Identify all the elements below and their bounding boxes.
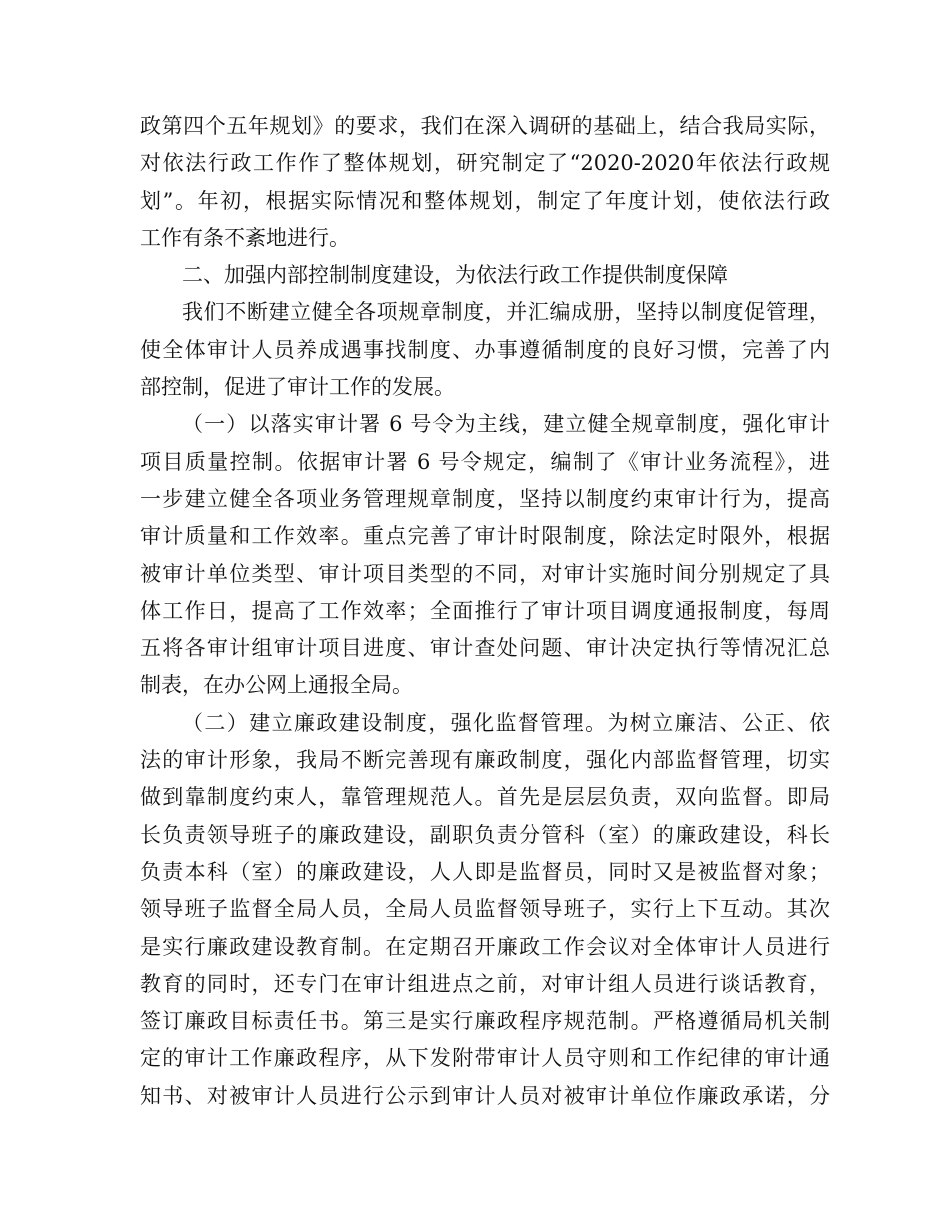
text-line: 制表，在办公网上通报全局。 [140,673,413,698]
para-item-2 [140,705,830,1115]
text-line: 一步建立健全各项业务管理规章制度，坚持以制度约束审计行为，提高 [140,486,830,511]
para-planning-continued [140,108,830,257]
text-line: 划”。年初，根据实际情况和整体规划，制定了年度计划，使依法行政 [140,188,830,213]
text-line: 部控制，促进了审计工作的发展。 [140,375,455,400]
document-body [140,108,830,1115]
text-line: 项目质量控制。依据审计署 6 号令规定，编制了《审计业务流程》，进 [140,449,830,474]
section-heading: 二、加强内部控制制度建设，为依法行政工作提供制度保障 [182,263,728,288]
text-line: 领导班子监督全局人员，全局人员监督领导班子，实行上下互动。其次 [140,897,830,922]
text-line: 审计质量和工作效率。重点完善了审计时限制度，除法定时限外，根据 [140,524,830,549]
text-line: 教育的同时，还专门在审计组进点之前，对审计组人员进行谈话教育， [140,971,830,996]
text-line: 知书、对被审计人员进行公示到审计人员对被审计单位作廉政承诺，分 [140,1083,830,1108]
text-line: 使全体审计人员养成遇事找制度、办事遵循制度的良好习惯，完善了内 [140,337,830,362]
text-line: 对依法行政工作作了整体规划，研究制定了“2020-2020年依法行政规 [140,151,830,176]
text-line: 政第四个五年规划》的要求，我们在深入调研的基础上，结合我局实际， [140,114,830,138]
para-item-1 [140,406,830,704]
para-rules-compilation [140,294,830,406]
text-line: 被审计单位类型、审计项目类型的不同，对审计实施时间分别规定了具 [140,561,830,586]
section-heading-2 [140,257,830,294]
text-line: 长负责领导班子的廉政建设，副职负责分管科（室）的廉政建设，科长 [140,822,830,847]
text-line: 签订廉政目标责任书。第三是实行廉政程序规范制。严格遵循局机关制 [140,1009,830,1034]
text-line: 负责本科（室）的廉政建设，人人即是监督员，同时又是被监督对象； [140,859,830,884]
text-line: 五将各审计组审计项目进度、审计查处问题、审计决定执行等情况汇总 [140,636,830,661]
text-line: 工作有条不紊地进行。 [140,225,350,250]
text-line: 做到靠制度约束人，靠管理规范人。首先是层层负责，双向监督。即局 [140,785,830,810]
text-line: （一）以落实审计署 6 号令为主线，建立健全规章制度，强化审计 [182,412,830,437]
text-line: （二）建立廉政建设制度，强化监督管理。为树立廉洁、公正、依 [182,710,830,735]
text-line: 是实行廉政建设教育制。在定期召开廉政工作会议对全体审计人员进行 [140,934,830,959]
text-line: 法的审计形象，我局不断完善现有廉政制度，强化内部监督管理，切实 [140,748,830,773]
text-line: 我们不断建立健全各项规章制度，并汇编成册，坚持以制度促管理， [182,300,830,325]
text-line: 定的审计工作廉政程序，从下发附带审计人员守则和工作纪律的审计通 [140,1046,830,1071]
text-line: 体工作日，提高了工作效率；全面推行了审计项目调度通报制度，每周 [140,598,830,623]
